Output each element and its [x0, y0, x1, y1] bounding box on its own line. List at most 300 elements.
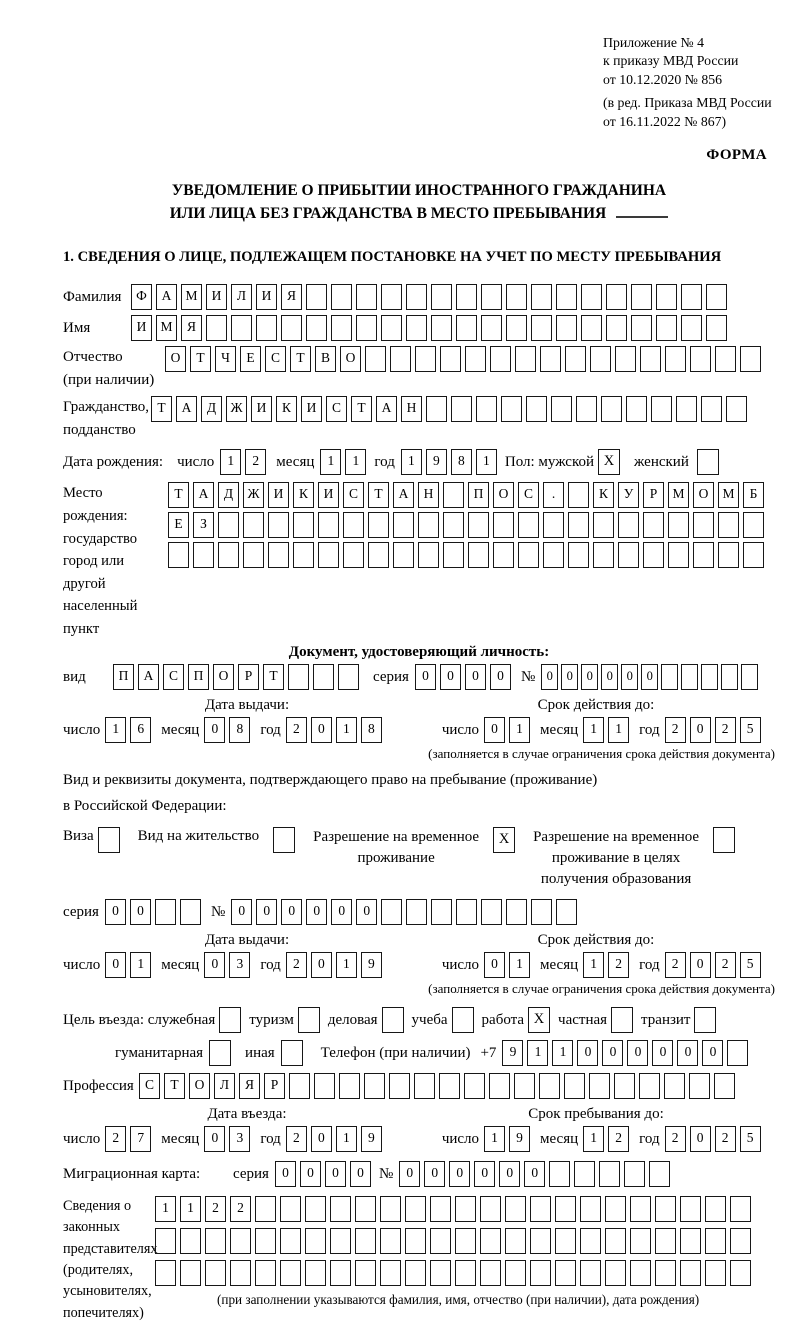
char-cell[interactable] — [364, 1073, 385, 1099]
char-cell[interactable] — [281, 315, 302, 341]
char-cell[interactable]: 1 — [509, 717, 530, 743]
stay-month-field[interactable] — [583, 1126, 629, 1152]
char-cell[interactable]: Я — [281, 284, 302, 310]
char-cell[interactable]: 2 — [230, 1196, 251, 1222]
char-cell[interactable]: 0 — [602, 1040, 623, 1066]
char-cell[interactable] — [306, 315, 327, 341]
char-cell[interactable]: Л — [214, 1073, 235, 1099]
char-cell[interactable] — [380, 1228, 401, 1254]
char-cell[interactable]: О — [493, 482, 514, 508]
char-cell[interactable]: 1 — [484, 1126, 505, 1152]
char-cell[interactable] — [555, 1196, 576, 1222]
entry-month-field[interactable] — [204, 1126, 250, 1152]
char-cell[interactable] — [555, 1228, 576, 1254]
surname-field[interactable] — [131, 284, 727, 310]
char-cell[interactable]: 0 — [105, 899, 126, 925]
char-cell[interactable] — [481, 899, 502, 925]
char-cell[interactable] — [581, 315, 602, 341]
char-cell[interactable] — [589, 1073, 610, 1099]
char-cell[interactable] — [580, 1196, 601, 1222]
char-cell[interactable]: 2 — [245, 449, 266, 475]
char-cell[interactable] — [440, 346, 461, 372]
char-cell[interactable] — [505, 1228, 526, 1254]
char-cell[interactable]: 0 — [581, 664, 598, 690]
char-cell[interactable] — [288, 664, 309, 690]
char-cell[interactable] — [630, 1228, 651, 1254]
char-cell[interactable] — [576, 396, 597, 422]
char-cell[interactable]: 1 — [155, 1196, 176, 1222]
char-cell[interactable]: 2 — [286, 717, 307, 743]
char-cell[interactable] — [443, 542, 464, 568]
patronymic-field[interactable] — [165, 346, 761, 372]
doc-issue-year-field[interactable] — [286, 717, 382, 743]
char-cell[interactable] — [551, 396, 572, 422]
char-cell[interactable]: 5 — [740, 717, 761, 743]
other-checkbox[interactable] — [281, 1040, 303, 1066]
char-cell[interactable]: 5 — [740, 1126, 761, 1152]
char-cell[interactable]: О — [165, 346, 186, 372]
char-cell[interactable] — [574, 1161, 595, 1187]
char-cell[interactable] — [743, 542, 764, 568]
char-cell[interactable] — [643, 542, 664, 568]
representatives-field-3[interactable] — [155, 1260, 751, 1286]
char-cell[interactable] — [543, 512, 564, 538]
char-cell[interactable]: 2 — [665, 1126, 686, 1152]
char-cell[interactable] — [605, 1260, 626, 1286]
char-cell[interactable]: Е — [240, 346, 261, 372]
char-cell[interactable]: 9 — [361, 1126, 382, 1152]
char-cell[interactable] — [430, 1260, 451, 1286]
char-cell[interactable]: Ф — [131, 284, 152, 310]
char-cell[interactable]: 0 — [601, 664, 618, 690]
char-cell[interactable]: О — [340, 346, 361, 372]
char-cell[interactable] — [718, 542, 739, 568]
char-cell[interactable] — [530, 1228, 551, 1254]
char-cell[interactable] — [721, 664, 738, 690]
char-cell[interactable]: 1 — [336, 717, 357, 743]
char-cell[interactable] — [564, 1073, 585, 1099]
char-cell[interactable] — [205, 1260, 226, 1286]
doc-issue-day-field[interactable] — [105, 717, 151, 743]
char-cell[interactable]: 0 — [440, 664, 461, 690]
char-cell[interactable] — [418, 542, 439, 568]
residence-permit-checkbox[interactable] — [273, 827, 295, 853]
char-cell[interactable] — [268, 542, 289, 568]
char-cell[interactable]: 1 — [583, 1126, 604, 1152]
char-cell[interactable] — [730, 1196, 751, 1222]
char-cell[interactable] — [615, 346, 636, 372]
char-cell[interactable]: М — [156, 315, 177, 341]
char-cell[interactable] — [406, 315, 427, 341]
char-cell[interactable]: 5 — [740, 952, 761, 978]
tourism-checkbox[interactable] — [298, 1007, 320, 1033]
char-cell[interactable] — [490, 346, 511, 372]
birth-place-field-1[interactable] — [168, 482, 764, 508]
char-cell[interactable] — [630, 1260, 651, 1286]
char-cell[interactable] — [531, 315, 552, 341]
char-cell[interactable]: . — [543, 482, 564, 508]
char-cell[interactable] — [540, 346, 561, 372]
char-cell[interactable]: 9 — [502, 1040, 523, 1066]
char-cell[interactable] — [705, 1260, 726, 1286]
permit-valid-year-field[interactable] — [665, 952, 761, 978]
char-cell[interactable] — [390, 346, 411, 372]
char-cell[interactable]: И — [206, 284, 227, 310]
char-cell[interactable]: 8 — [361, 717, 382, 743]
char-cell[interactable]: И — [301, 396, 322, 422]
char-cell[interactable]: О — [693, 482, 714, 508]
char-cell[interactable]: 0 — [449, 1161, 470, 1187]
birth-place-field-3[interactable] — [168, 542, 764, 568]
char-cell[interactable] — [606, 315, 627, 341]
char-cell[interactable] — [368, 542, 389, 568]
char-cell[interactable]: 0 — [306, 899, 327, 925]
char-cell[interactable]: 1 — [336, 952, 357, 978]
char-cell[interactable] — [618, 542, 639, 568]
char-cell[interactable]: 0 — [325, 1161, 346, 1187]
char-cell[interactable]: 1 — [552, 1040, 573, 1066]
char-cell[interactable] — [280, 1196, 301, 1222]
doc-valid-month-field[interactable] — [583, 717, 629, 743]
char-cell[interactable] — [605, 1228, 626, 1254]
char-cell[interactable] — [518, 542, 539, 568]
char-cell[interactable]: Я — [239, 1073, 260, 1099]
char-cell[interactable]: С — [518, 482, 539, 508]
char-cell[interactable] — [631, 315, 652, 341]
char-cell[interactable]: М — [718, 482, 739, 508]
entry-year-field[interactable] — [286, 1126, 382, 1152]
char-cell[interactable] — [701, 396, 722, 422]
char-cell[interactable]: Т — [290, 346, 311, 372]
char-cell[interactable] — [661, 664, 678, 690]
char-cell[interactable]: В — [315, 346, 336, 372]
char-cell[interactable]: 9 — [361, 952, 382, 978]
char-cell[interactable] — [693, 542, 714, 568]
char-cell[interactable]: 2 — [608, 952, 629, 978]
char-cell[interactable]: 2 — [286, 952, 307, 978]
char-cell[interactable]: 1 — [608, 717, 629, 743]
char-cell[interactable]: Н — [401, 396, 422, 422]
char-cell[interactable] — [481, 315, 502, 341]
char-cell[interactable] — [456, 315, 477, 341]
char-cell[interactable] — [343, 542, 364, 568]
char-cell[interactable]: 0 — [690, 1126, 711, 1152]
char-cell[interactable] — [631, 284, 652, 310]
char-cell[interactable] — [640, 346, 661, 372]
char-cell[interactable]: 0 — [311, 952, 332, 978]
char-cell[interactable]: 2 — [105, 1126, 126, 1152]
char-cell[interactable] — [681, 664, 698, 690]
char-cell[interactable] — [580, 1260, 601, 1286]
char-cell[interactable]: З — [193, 512, 214, 538]
migr-series-field[interactable] — [275, 1161, 371, 1187]
char-cell[interactable] — [180, 1260, 201, 1286]
char-cell[interactable]: 0 — [281, 899, 302, 925]
char-cell[interactable] — [243, 512, 264, 538]
transit-checkbox[interactable] — [694, 1007, 716, 1033]
char-cell[interactable]: 0 — [424, 1161, 445, 1187]
char-cell[interactable] — [743, 512, 764, 538]
char-cell[interactable]: 8 — [451, 449, 472, 475]
char-cell[interactable] — [205, 1228, 226, 1254]
char-cell[interactable] — [268, 512, 289, 538]
char-cell[interactable] — [426, 396, 447, 422]
char-cell[interactable] — [393, 542, 414, 568]
char-cell[interactable] — [668, 542, 689, 568]
char-cell[interactable] — [418, 512, 439, 538]
char-cell[interactable] — [355, 1196, 376, 1222]
char-cell[interactable] — [280, 1260, 301, 1286]
permit-issue-day-field[interactable] — [105, 952, 151, 978]
char-cell[interactable] — [381, 315, 402, 341]
char-cell[interactable] — [599, 1161, 620, 1187]
char-cell[interactable] — [476, 396, 497, 422]
doc-kind-field[interactable] — [113, 664, 359, 690]
char-cell[interactable]: 1 — [401, 449, 422, 475]
char-cell[interactable] — [515, 346, 536, 372]
char-cell[interactable]: А — [193, 482, 214, 508]
char-cell[interactable] — [355, 1260, 376, 1286]
char-cell[interactable] — [593, 542, 614, 568]
char-cell[interactable]: С — [163, 664, 184, 690]
char-cell[interactable] — [293, 542, 314, 568]
char-cell[interactable] — [330, 1196, 351, 1222]
char-cell[interactable] — [230, 1260, 251, 1286]
char-cell[interactable] — [180, 1228, 201, 1254]
char-cell[interactable]: Д — [218, 482, 239, 508]
humanitarian-checkbox[interactable] — [209, 1040, 231, 1066]
char-cell[interactable] — [555, 1260, 576, 1286]
char-cell[interactable]: 1 — [583, 952, 604, 978]
char-cell[interactable]: Я — [181, 315, 202, 341]
char-cell[interactable]: 0 — [677, 1040, 698, 1066]
char-cell[interactable] — [565, 346, 586, 372]
char-cell[interactable]: 1 — [509, 952, 530, 978]
char-cell[interactable]: Н — [418, 482, 439, 508]
char-cell[interactable]: 1 — [336, 1126, 357, 1152]
char-cell[interactable] — [668, 512, 689, 538]
char-cell[interactable] — [655, 1228, 676, 1254]
char-cell[interactable] — [681, 284, 702, 310]
char-cell[interactable]: И — [256, 284, 277, 310]
char-cell[interactable]: 2 — [608, 1126, 629, 1152]
char-cell[interactable] — [741, 664, 758, 690]
char-cell[interactable]: 0 — [652, 1040, 673, 1066]
char-cell[interactable] — [489, 1073, 510, 1099]
char-cell[interactable]: 2 — [286, 1126, 307, 1152]
char-cell[interactable] — [306, 284, 327, 310]
char-cell[interactable]: 0 — [331, 899, 352, 925]
char-cell[interactable] — [430, 1196, 451, 1222]
char-cell[interactable] — [480, 1228, 501, 1254]
char-cell[interactable] — [443, 512, 464, 538]
char-cell[interactable]: К — [293, 482, 314, 508]
char-cell[interactable] — [218, 542, 239, 568]
char-cell[interactable] — [706, 284, 727, 310]
char-cell[interactable] — [606, 284, 627, 310]
char-cell[interactable] — [493, 512, 514, 538]
char-cell[interactable]: И — [131, 315, 152, 341]
char-cell[interactable] — [705, 1228, 726, 1254]
visa-checkbox[interactable] — [98, 827, 120, 853]
char-cell[interactable]: 1 — [527, 1040, 548, 1066]
char-cell[interactable]: 1 — [130, 952, 151, 978]
birth-year-field[interactable] — [401, 449, 497, 475]
doc-valid-year-field[interactable] — [665, 717, 761, 743]
char-cell[interactable] — [549, 1161, 570, 1187]
char-cell[interactable]: Ж — [243, 482, 264, 508]
char-cell[interactable] — [218, 512, 239, 538]
char-cell[interactable] — [280, 1228, 301, 1254]
char-cell[interactable]: 0 — [130, 899, 151, 925]
female-checkbox[interactable] — [697, 449, 719, 475]
char-cell[interactable] — [305, 1196, 326, 1222]
doc-series-field[interactable] — [415, 664, 511, 690]
representatives-field-2[interactable] — [155, 1228, 751, 1254]
char-cell[interactable] — [480, 1260, 501, 1286]
char-cell[interactable] — [480, 1196, 501, 1222]
char-cell[interactable]: Т — [164, 1073, 185, 1099]
char-cell[interactable] — [439, 1073, 460, 1099]
char-cell[interactable]: 2 — [205, 1196, 226, 1222]
char-cell[interactable]: 8 — [229, 717, 250, 743]
char-cell[interactable] — [230, 1228, 251, 1254]
char-cell[interactable] — [381, 899, 402, 925]
char-cell[interactable] — [680, 1260, 701, 1286]
char-cell[interactable] — [330, 1260, 351, 1286]
char-cell[interactable]: 0 — [621, 664, 638, 690]
char-cell[interactable] — [531, 284, 552, 310]
char-cell[interactable] — [639, 1073, 660, 1099]
char-cell[interactable] — [568, 482, 589, 508]
char-cell[interactable] — [718, 512, 739, 538]
char-cell[interactable] — [455, 1260, 476, 1286]
char-cell[interactable] — [518, 512, 539, 538]
char-cell[interactable]: 1 — [345, 449, 366, 475]
char-cell[interactable]: 0 — [204, 717, 225, 743]
char-cell[interactable] — [593, 512, 614, 538]
char-cell[interactable]: Т — [263, 664, 284, 690]
char-cell[interactable] — [468, 512, 489, 538]
char-cell[interactable] — [656, 284, 677, 310]
char-cell[interactable] — [464, 1073, 485, 1099]
char-cell[interactable] — [255, 1260, 276, 1286]
permit-issue-year-field[interactable] — [286, 952, 382, 978]
char-cell[interactable]: 1 — [180, 1196, 201, 1222]
char-cell[interactable] — [414, 1073, 435, 1099]
char-cell[interactable]: 0 — [256, 899, 277, 925]
char-cell[interactable]: 1 — [220, 449, 241, 475]
char-cell[interactable] — [526, 396, 547, 422]
char-cell[interactable] — [656, 315, 677, 341]
char-cell[interactable]: П — [113, 664, 134, 690]
char-cell[interactable] — [193, 542, 214, 568]
char-cell[interactable] — [689, 1073, 710, 1099]
char-cell[interactable] — [155, 1228, 176, 1254]
char-cell[interactable] — [455, 1196, 476, 1222]
char-cell[interactable] — [456, 899, 477, 925]
char-cell[interactable] — [405, 1228, 426, 1254]
char-cell[interactable]: К — [593, 482, 614, 508]
char-cell[interactable] — [618, 512, 639, 538]
char-cell[interactable] — [581, 284, 602, 310]
char-cell[interactable]: А — [156, 284, 177, 310]
char-cell[interactable] — [155, 899, 176, 925]
char-cell[interactable]: С — [139, 1073, 160, 1099]
char-cell[interactable] — [681, 315, 702, 341]
doc-issue-month-field[interactable] — [204, 717, 250, 743]
char-cell[interactable]: 0 — [524, 1161, 545, 1187]
char-cell[interactable] — [514, 1073, 535, 1099]
char-cell[interactable] — [168, 542, 189, 568]
char-cell[interactable] — [706, 315, 727, 341]
char-cell[interactable] — [680, 1196, 701, 1222]
char-cell[interactable] — [643, 512, 664, 538]
char-cell[interactable]: 1 — [320, 449, 341, 475]
char-cell[interactable]: 0 — [641, 664, 658, 690]
migr-number-field[interactable] — [399, 1161, 670, 1187]
char-cell[interactable]: А — [393, 482, 414, 508]
char-cell[interactable] — [356, 284, 377, 310]
char-cell[interactable] — [405, 1260, 426, 1286]
citizenship-field[interactable] — [151, 396, 747, 422]
char-cell[interactable] — [693, 512, 714, 538]
char-cell[interactable] — [493, 542, 514, 568]
char-cell[interactable]: Ж — [226, 396, 247, 422]
char-cell[interactable]: 2 — [715, 717, 736, 743]
char-cell[interactable]: М — [181, 284, 202, 310]
char-cell[interactable] — [539, 1073, 560, 1099]
char-cell[interactable] — [605, 1196, 626, 1222]
char-cell[interactable] — [530, 1260, 551, 1286]
char-cell[interactable]: 0 — [541, 664, 558, 690]
char-cell[interactable]: Т — [190, 346, 211, 372]
char-cell[interactable] — [431, 315, 452, 341]
char-cell[interactable] — [665, 346, 686, 372]
doc-number-field[interactable] — [541, 664, 758, 690]
char-cell[interactable] — [505, 1196, 526, 1222]
char-cell[interactable]: 2 — [665, 717, 686, 743]
char-cell[interactable]: 0 — [465, 664, 486, 690]
char-cell[interactable] — [626, 396, 647, 422]
char-cell[interactable]: 0 — [474, 1161, 495, 1187]
char-cell[interactable] — [715, 346, 736, 372]
name-field[interactable] — [131, 315, 727, 341]
char-cell[interactable] — [568, 512, 589, 538]
char-cell[interactable] — [714, 1073, 735, 1099]
char-cell[interactable] — [740, 346, 761, 372]
char-cell[interactable] — [690, 346, 711, 372]
char-cell[interactable]: 0 — [484, 717, 505, 743]
char-cell[interactable] — [318, 512, 339, 538]
char-cell[interactable] — [730, 1228, 751, 1254]
char-cell[interactable] — [331, 284, 352, 310]
char-cell[interactable] — [456, 284, 477, 310]
char-cell[interactable]: Р — [643, 482, 664, 508]
char-cell[interactable] — [381, 284, 402, 310]
char-cell[interactable]: П — [468, 482, 489, 508]
char-cell[interactable]: 0 — [484, 952, 505, 978]
char-cell[interactable] — [543, 542, 564, 568]
char-cell[interactable] — [343, 512, 364, 538]
char-cell[interactable] — [406, 899, 427, 925]
char-cell[interactable] — [506, 899, 527, 925]
char-cell[interactable] — [664, 1073, 685, 1099]
char-cell[interactable]: 1 — [105, 717, 126, 743]
entry-day-field[interactable] — [105, 1126, 151, 1152]
char-cell[interactable] — [293, 512, 314, 538]
char-cell[interactable]: 0 — [399, 1161, 420, 1187]
